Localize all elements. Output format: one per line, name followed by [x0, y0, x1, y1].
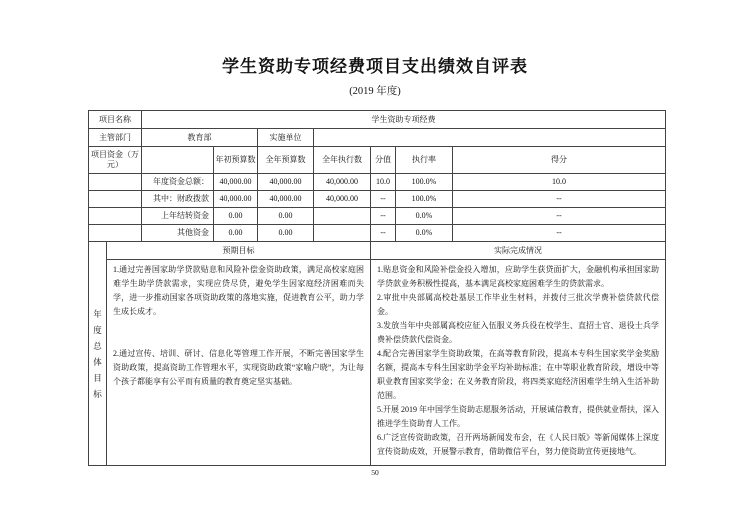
row-funds-header [89, 147, 666, 174]
funds-row-label: 年度资金总额： [142, 174, 214, 191]
funds-annual-value: 0.00 [258, 208, 314, 225]
actual-result-cell [371, 260, 666, 466]
goals-table [88, 241, 666, 466]
actual-result-item: 2.审批中央部属高校赴基层工作毕业生材料，并拨付三批次学费补偿贷款代偿金。 [377, 293, 659, 316]
expected-goal-item: 2.通过宣传、培训、研讨、信息化等管理工作开展，不断完善国家学生资助政策，提高资助工作管理水平，实现资助政策“家喻户晓”，为让每个孩子都能享有公平而有质量的教育奠定坚实基础。 [113, 349, 364, 386]
funds-row-label: 上年结转资金 [142, 208, 214, 225]
annual-goal-side-label-cell [89, 242, 107, 466]
funds-rate-value: 100.0% [396, 191, 453, 208]
funds-executed-value [314, 208, 371, 225]
funds-initial-value: 0.00 [214, 208, 258, 225]
page-title: 学生资助专项经费项目支出绩效自评表 [222, 57, 528, 76]
funds-score-value: -- [453, 191, 666, 208]
funds-executed-value [314, 225, 371, 242]
col-header-initial-budget: 年初预算数 [214, 147, 258, 174]
impl-unit-value [314, 129, 666, 147]
funds-annual-value: 40,000.00 [258, 191, 314, 208]
funds-initial-value: 40,000.00 [214, 191, 258, 208]
funds-initial-value: 0.00 [214, 225, 258, 242]
expected-goal-item: 1.通过完善国家助学贷款贴息和风险补偿金资助政策，满足高校家庭困难学生助学贷款需求，实现应贷尽贷，避免学生因家庭经济困难而失学，进一步推动国家各项资助政策的落地实施，促进教育公平，助力学生成长成才。 [113, 265, 364, 316]
funds-score-value: -- [453, 208, 666, 225]
funds-points-value: 10.0 [371, 174, 396, 191]
funds-annual-value: 40,000.00 [258, 174, 314, 191]
funds-label: 项目资金（万元） [89, 147, 142, 174]
row-blank-cell [89, 225, 142, 242]
annual-goal-side-label: 年度总体目标 [93, 308, 102, 399]
row-project-name [89, 111, 666, 129]
row-departments [89, 129, 666, 147]
project-info-funds-table [88, 110, 666, 242]
actual-result-item: 4.配合完善国家学生资助政策，在高等教育阶段，提高本专科生国家奖学金奖励名额，提高本专科生国家助学金平均补助标准；在中等职业教育阶段，增设中等职业教育国家奖学金；在义务教育阶段，将四类家庭经济困难学生纳入生活补助范围。 [377, 349, 659, 400]
col-header-rate: 执行率 [396, 147, 453, 174]
page-subtitle: (2019 年度) [349, 86, 401, 97]
funds-header-blank [142, 147, 214, 174]
funds-row-label: 其他资金 [142, 225, 214, 242]
row-blank-cell [89, 191, 142, 208]
actual-result-item: 1.贴息资金和风险补偿金投入增加，应助学生获贷面扩大，金融机构承担国家助学贷款业务积极性提高，基本满足高校家庭困难学生的贷款需求。 [377, 265, 659, 288]
goals-content-row [89, 260, 666, 466]
expected-goal-header: 预期目标 [107, 242, 371, 260]
actual-result-item: 5.开展 2019 年中国学生资助志愿服务活动，开展诚信教育，提供就业帮扶，深入推进学生资助育人工作。 [377, 405, 659, 428]
actual-result-item: 3.发放当年中央部属高校应征入伍服义务兵役在校学生、直招士官、退役士兵学费补偿贷款代偿资金。 [377, 321, 659, 344]
funds-rate-value: 0.0% [396, 208, 453, 225]
funds-annual-value: 0.00 [258, 225, 314, 242]
funds-rate-value: 0.0% [396, 225, 453, 242]
funds-row-other [89, 225, 666, 242]
actual-result-header: 实际完成情况 [371, 242, 666, 260]
dept-value: 教育部 [142, 129, 258, 147]
col-header-annual-budget: 全年预算数 [258, 147, 314, 174]
row-blank-cell [89, 174, 142, 191]
funds-row-carryover [89, 208, 666, 225]
funds-score-value: -- [453, 225, 666, 242]
row-blank-cell [89, 208, 142, 225]
col-header-executed: 全年执行数 [314, 147, 371, 174]
funds-executed-value: 40,000.00 [314, 191, 371, 208]
impl-unit-label: 实施单位 [258, 129, 314, 147]
project-name-value: 学生资助专项经费 [142, 111, 666, 129]
funds-initial-value: 40,000.00 [214, 174, 258, 191]
page-number: 50 [371, 468, 379, 477]
self-evaluation-table [88, 110, 667, 466]
funds-points-value: -- [371, 191, 396, 208]
funds-points-value: -- [371, 225, 396, 242]
col-header-points: 分值 [371, 147, 396, 174]
funds-executed-value: 40,000.00 [314, 174, 371, 191]
funds-row-total [89, 174, 666, 191]
project-name-label: 项目名称 [89, 111, 142, 129]
expected-goal-cell [107, 260, 371, 466]
dept-label: 主管部门 [89, 129, 142, 147]
funds-rate-value: 100.0% [396, 174, 453, 191]
funds-points-value: -- [371, 208, 396, 225]
col-header-score: 得分 [453, 147, 666, 174]
actual-result-item: 6.广泛宣传资助政策，召开两场新闻发布会，在《人民日版》等新闻媒体上深度宣传资助成效，开展警示教育，借助微信平台，努力使资助宣传更接地气。 [377, 433, 659, 456]
funds-score-value: 10.0 [453, 174, 666, 191]
goals-header-row [89, 242, 666, 260]
funds-row-fiscal [89, 191, 666, 208]
funds-row-label: 其中：财政拨款 [142, 191, 214, 208]
